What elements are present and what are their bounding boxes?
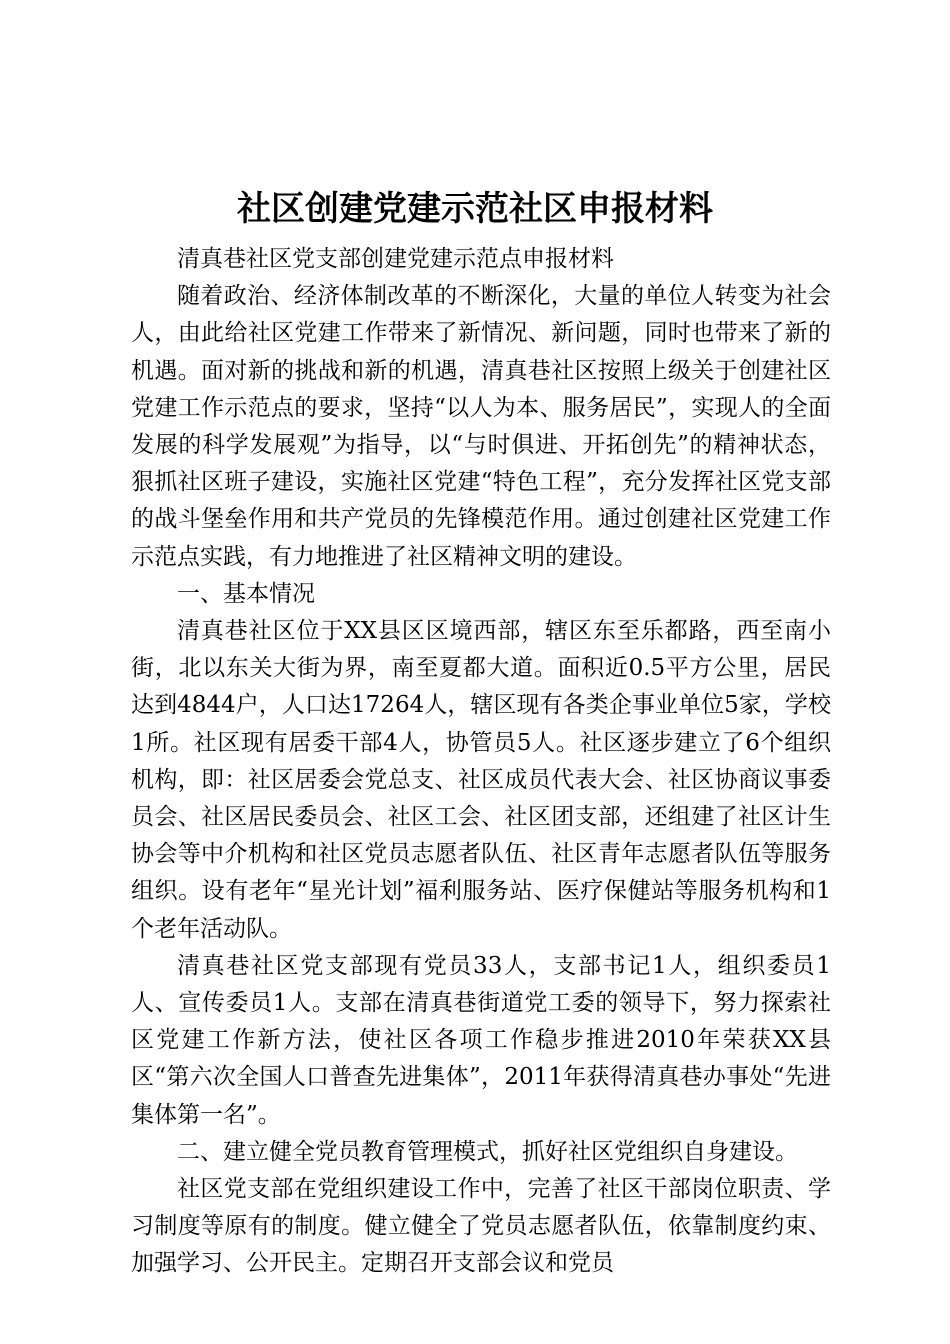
education-paragraph: 社区党支部在党组织建设工作中，完善了社区干部岗位职责、学习制度等原有的制度。健立健全了党员志愿者队伍，依靠制度约束、加强学习、公开民主。定期召开支部会议和党员 <box>131 1176 831 1277</box>
subtitle-paragraph: 清真巷社区党支部创建党建示范点申报材料 <box>177 246 614 272</box>
basic-info-paragraph: 清真巷社区位于XX县区区境西部，辖区东至乐都路，西至南小街，北以东关大街为界，南至夏都大道。面积近0.5平方公里，居民达到4844户，人口达17264人，辖区现有各类企事业单位5家，学校1所。社区现有居委干部4人，协管员5人。社区逐步建立了6个组织机构，即：社区居委会党总支、社区成员代表大会、社区协商议事委员会、社区居民委员会、社区工会、社区团支部，还组建了社区计生协会等中介机构和社区党员志愿者队伍、社区青年志愿者队伍等服务组织。设有老年“星光计划”福利服务站、医疗保健站等服务机构和1个老年活动队。 <box>131 618 831 942</box>
intro-paragraph: 随着政治、经济体制改革的不断深化，大量的单位人转变为社会人，由此给社区党建工作带来了新情况、新问题，同时也带来了新的机遇。面对新的挑战和新的机遇，清真巷社区按照上级关于创建社区党建工作示范点的要求，坚持“以人为本、服务居民”，实现人的全面发展的科学发展观”为指导，以“与时俱进、开拓创先”的精神状态，狠抓社区班子建设，实施社区党建“特色工程”，充分发挥社区党支部的战斗堡垒作用和共产党员的先锋模范作用。通过创建社区党建工作示范点实践，有力地推进了社区精神文明的建设。 <box>131 283 831 570</box>
party-branch-paragraph: 清真巷社区党支部现有党员33人，支部书记1人，组织委员1人、宣传委员1人。支部在清真巷街道党工委的领导下，努力探索社区党建工作新方法，使社区各项工作稳步推进2010年荣获XX县区“第六次全国人口普查先进集体”，2011年获得清真巷办事处“先进集体第一名”。 <box>131 952 831 1128</box>
section-heading-basic-info: 一、基本情况 <box>177 580 315 607</box>
section-heading-education: 二、建立健全党员教育管理模式，抓好社区党组织自身建设。 <box>177 1138 798 1165</box>
document-body <box>131 241 831 1283</box>
document-title: 社区创建党建示范社区申报材料 <box>237 189 713 229</box>
